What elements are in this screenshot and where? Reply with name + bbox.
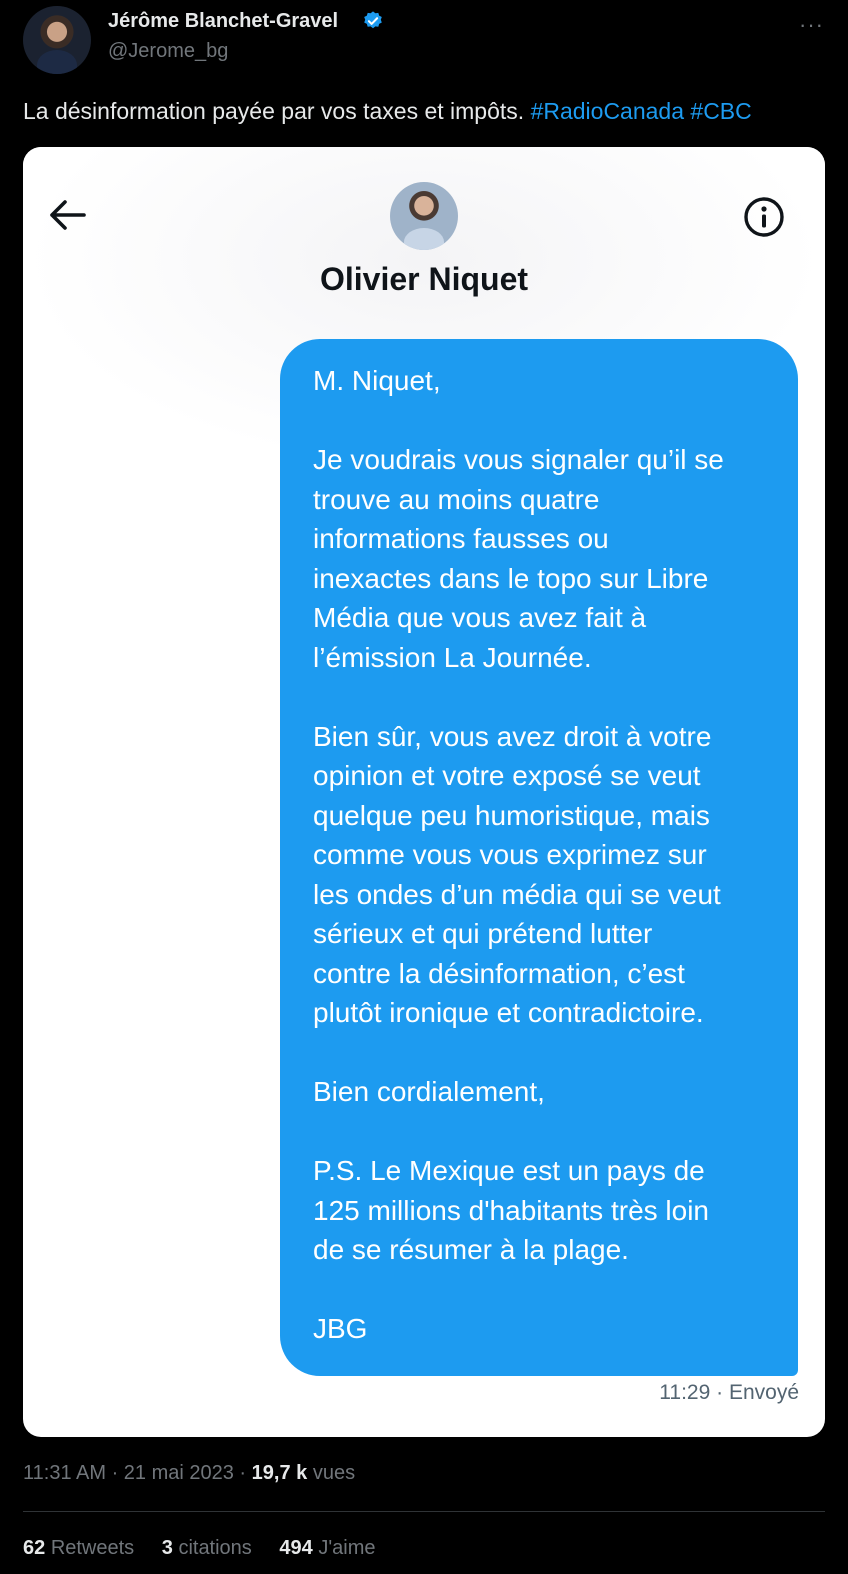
info-icon[interactable] <box>742 195 786 239</box>
author-handle[interactable]: @Jerome_bg <box>108 40 229 62</box>
retweets-stat[interactable] <box>23 1537 140 1559</box>
message-status: · Envoyé <box>716 1381 799 1404</box>
message-blank-line <box>313 1112 778 1152</box>
verified-badge-icon <box>362 10 384 32</box>
message-meta <box>659 1381 799 1405</box>
likes-stat[interactable] <box>279 1537 375 1559</box>
message-line: Bien cordialement, <box>313 1076 545 1107</box>
retweets-label: Retweets <box>50 1537 135 1559</box>
author-avatar[interactable] <box>23 6 91 74</box>
message-line: Média que vous avez fait à <box>313 602 647 633</box>
dm-screenshot-card[interactable] <box>23 147 825 1437</box>
quotes-label: citations <box>178 1537 252 1559</box>
contact-avatar[interactable] <box>390 182 458 250</box>
tweet-body: La désinformation payée par vos taxes et impôts. <box>23 98 525 124</box>
back-arrow-icon[interactable] <box>47 197 87 233</box>
message-line: M. Niquet, <box>313 365 441 396</box>
message-line: 125 millions d'habitants très loin <box>313 1194 710 1226</box>
message-line: Je voudrais vous signaler qu’il se <box>313 444 724 475</box>
message-line: quelque peu humoristique, mais <box>313 799 710 831</box>
message-line: plutôt ironique et contradictoire. <box>313 997 704 1028</box>
message-time: 11:29 <box>659 1381 711 1404</box>
message-line: informations fausses ou <box>313 523 609 554</box>
message-line: opinion et votre exposé se veut <box>313 760 701 791</box>
message-blank-line <box>313 1033 778 1073</box>
message-line: comme vous vous exprimez sur <box>313 839 707 870</box>
message-blank-line <box>313 401 778 441</box>
message-line: inexactes dans le topo sur Libre <box>313 562 709 594</box>
tweet-stats <box>23 1537 397 1560</box>
divider <box>23 1511 825 1512</box>
message-bubble[interactable] <box>280 339 798 1376</box>
tweet-timestamp[interactable]: 11:31 AM · 21 mai 2023 · <box>23 1462 247 1484</box>
likes-count: 494 <box>279 1537 313 1559</box>
more-icon[interactable]: ··· <box>799 12 824 37</box>
message-blank-line <box>313 677 778 717</box>
views-count: 19,7 k <box>251 1462 308 1484</box>
message-line: l’émission La Journée. <box>313 641 592 673</box>
message-line: contre la désinformation, c’est <box>313 957 685 989</box>
message-line: trouve au moins quatre <box>313 483 600 515</box>
tweet-text <box>23 98 752 125</box>
author-name[interactable]: Jérôme Blanchet-Gravel <box>108 10 339 32</box>
message-line: de se résumer à la plage. <box>313 1234 629 1265</box>
likes-label: J'aime <box>318 1537 376 1559</box>
quotes-stat[interactable] <box>162 1537 258 1559</box>
retweets-count: 62 <box>23 1537 46 1559</box>
message-blank-line <box>313 1270 778 1310</box>
hashtag-cbc[interactable]: #CBC <box>690 98 752 124</box>
quotes-count: 3 <box>161 1537 173 1559</box>
contact-name: Olivier Niquet <box>319 261 529 297</box>
message-line: JBG <box>313 1313 368 1344</box>
message-line: P.S. Le Mexique est un pays de <box>313 1155 705 1186</box>
tweet-meta <box>23 1462 355 1485</box>
hashtag-radiocanada[interactable]: #RadioCanada <box>530 98 685 124</box>
views-label: vues <box>312 1462 356 1484</box>
message-line: sérieux et qui prétend lutter <box>313 918 653 949</box>
message-line: les ondes d’un média qui se veut <box>313 878 721 910</box>
message-line: Bien sûr, vous avez droit à votre <box>313 720 712 752</box>
